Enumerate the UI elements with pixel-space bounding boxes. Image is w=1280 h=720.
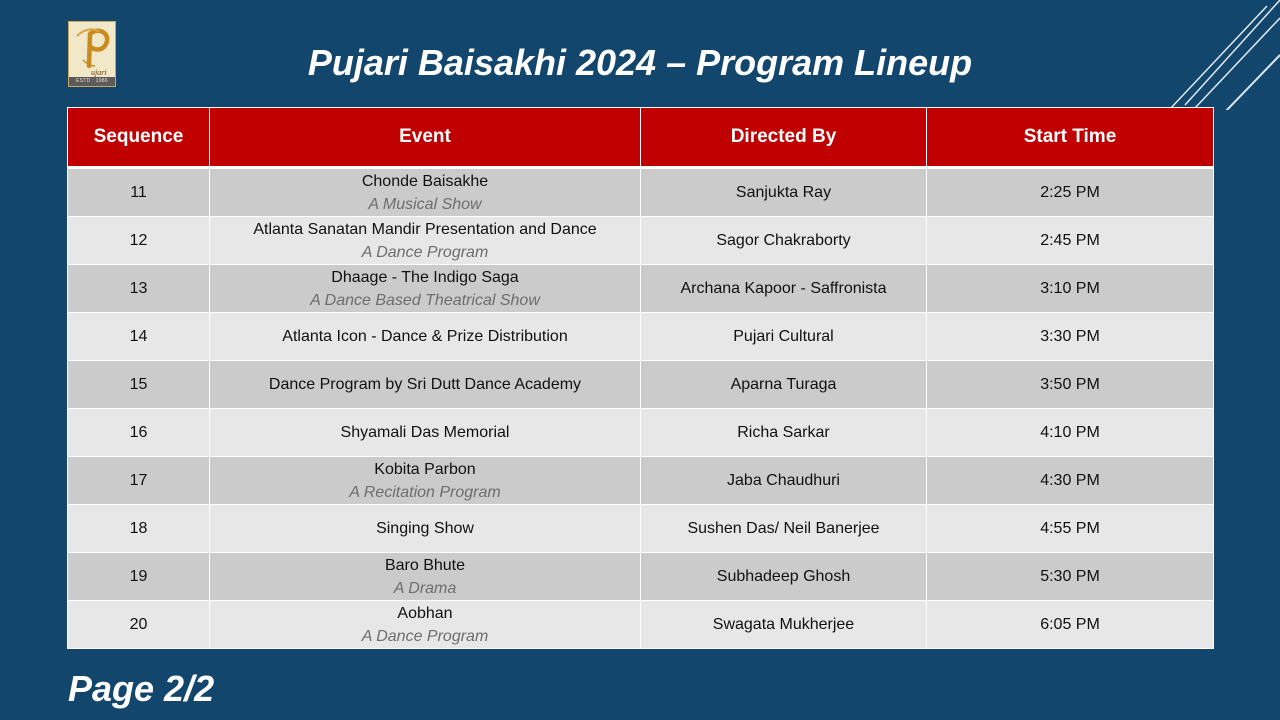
cell-director: Sanjukta Ray bbox=[641, 168, 927, 217]
corner-stripes-decoration bbox=[1155, 0, 1280, 110]
table-row bbox=[68, 505, 1214, 553]
cell-start-time: 6:05 PM bbox=[927, 601, 1214, 649]
event-name: Atlanta Icon - Dance & Prize Distribution bbox=[282, 328, 568, 345]
page-title: Pujari Baisakhi 2024 – Program Lineup bbox=[307, 42, 973, 83]
cell-start-time: 4:30 PM bbox=[927, 457, 1214, 505]
table-row bbox=[68, 217, 1214, 265]
cell-director: Archana Kapoor - Saffronista bbox=[641, 265, 927, 313]
cell-director: Subhadeep Ghosh bbox=[641, 553, 927, 601]
page-indicator: Page 2/2 bbox=[68, 668, 215, 709]
cell-sequence: 13 bbox=[68, 265, 210, 313]
pujari-logo bbox=[68, 21, 116, 87]
cell-director: Pujari Cultural bbox=[641, 313, 927, 361]
column-header-directed-by: Directed By bbox=[641, 108, 927, 168]
cell-sequence: 19 bbox=[68, 553, 210, 601]
cell-sequence: 15 bbox=[68, 361, 210, 409]
column-header-event: Event bbox=[210, 108, 641, 168]
event-name: Singing Show bbox=[376, 520, 474, 537]
event-name: Kobita Parbon bbox=[374, 460, 476, 478]
cell-start-time: 2:45 PM bbox=[927, 217, 1214, 265]
logo-wordmark: ujari bbox=[91, 68, 107, 77]
table-row bbox=[68, 313, 1214, 361]
cell-start-time: 5:30 PM bbox=[927, 553, 1214, 601]
logo-emblem-icon bbox=[69, 22, 115, 77]
column-header-sequence: Sequence bbox=[68, 108, 210, 168]
cell-director: Aparna Turaga bbox=[641, 361, 927, 409]
table-row bbox=[68, 409, 1214, 457]
table-row bbox=[68, 265, 1214, 313]
event-subtitle: A Musical Show bbox=[368, 195, 482, 213]
cell-event bbox=[210, 505, 641, 553]
cell-start-time: 3:30 PM bbox=[927, 313, 1214, 361]
cell-director: Sagor Chakraborty bbox=[641, 217, 927, 265]
cell-event bbox=[210, 409, 641, 457]
cell-start-time: 4:10 PM bbox=[927, 409, 1214, 457]
event-subtitle: A Dance Program bbox=[361, 627, 489, 645]
event-subtitle: A Drama bbox=[393, 579, 457, 597]
cell-event bbox=[210, 168, 641, 217]
table-row bbox=[68, 553, 1214, 601]
table-row bbox=[68, 168, 1214, 217]
cell-start-time: 2:25 PM bbox=[927, 168, 1214, 217]
cell-director: Sushen Das/ Neil Banerjee bbox=[641, 505, 927, 553]
cell-event bbox=[210, 553, 641, 601]
cell-sequence: 16 bbox=[68, 409, 210, 457]
event-name: Aobhan bbox=[397, 604, 453, 622]
cell-sequence: 20 bbox=[68, 601, 210, 649]
cell-event bbox=[210, 361, 641, 409]
cell-start-time: 4:55 PM bbox=[927, 505, 1214, 553]
cell-sequence: 11 bbox=[68, 168, 210, 217]
event-name: Chonde Baisakhe bbox=[361, 172, 489, 190]
cell-director: Richa Sarkar bbox=[641, 409, 927, 457]
cell-event bbox=[210, 265, 641, 313]
table-row bbox=[68, 361, 1214, 409]
event-name: Atlanta Sanatan Mandir Presentation and Dance bbox=[253, 220, 597, 238]
table-header-row bbox=[68, 108, 1214, 168]
cell-event bbox=[210, 457, 641, 505]
event-subtitle: A Dance Program bbox=[361, 243, 489, 261]
program-lineup-table bbox=[67, 107, 1214, 649]
cell-start-time: 3:10 PM bbox=[927, 265, 1214, 313]
cell-start-time: 3:50 PM bbox=[927, 361, 1214, 409]
event-subtitle: A Recitation Program bbox=[349, 483, 501, 501]
cell-event bbox=[210, 601, 641, 649]
cell-event bbox=[210, 217, 641, 265]
event-name: Shyamali Das Memorial bbox=[340, 424, 510, 441]
cell-director: Jaba Chaudhuri bbox=[641, 457, 927, 505]
cell-director: Swagata Mukherjee bbox=[641, 601, 927, 649]
table-row bbox=[68, 457, 1214, 505]
event-name: Dhaage - The Indigo Saga bbox=[331, 268, 519, 286]
event-subtitle: A Dance Based Theatrical Show bbox=[310, 291, 540, 309]
logo-established-band: ESTD : 1986 bbox=[69, 77, 115, 86]
cell-event bbox=[210, 313, 641, 361]
cell-sequence: 17 bbox=[68, 457, 210, 505]
column-header-start-time: Start Time bbox=[927, 108, 1214, 168]
event-name: Baro Bhute bbox=[384, 556, 466, 574]
event-name: Dance Program by Sri Dutt Dance Academy bbox=[268, 376, 582, 393]
table-row bbox=[68, 601, 1214, 649]
cell-sequence: 14 bbox=[68, 313, 210, 361]
cell-sequence: 12 bbox=[68, 217, 210, 265]
cell-sequence: 18 bbox=[68, 505, 210, 553]
